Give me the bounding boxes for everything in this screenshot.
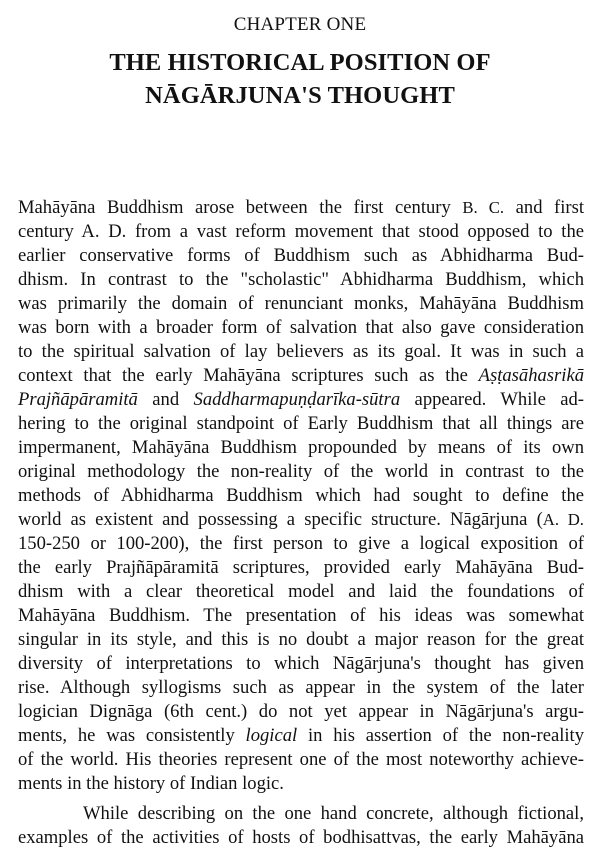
text-line: dhism with a clear theoretical model and laid the foundations of xyxy=(18,581,584,602)
scripture-title: Aṣṭasāhasrikā xyxy=(478,365,584,386)
text-line: of the world. His theories represent one of the most noteworthy achieve- xyxy=(18,749,584,770)
paragraph-1 xyxy=(18,196,584,796)
era-abbrev: B. C. xyxy=(462,198,505,217)
text-line: was primarily the domain of renunciant monks, Mahāyāna Buddhism xyxy=(18,293,584,314)
text-line: the early Prajñāpāramitā scriptures, provided early Mahāyāna Bud- xyxy=(18,557,584,578)
text-span: Mahāyāna Buddhism arose between the first century xyxy=(18,197,463,218)
text-line: examples of the activities of hosts of bodhisattvas, the early Mahāyāna xyxy=(18,827,584,848)
text-line: 150-250 or 100-200), the first person to give a logical exposition of xyxy=(18,533,584,554)
text-line: While describing on the one hand concrete, although fictional, xyxy=(83,803,584,824)
body-text xyxy=(18,196,584,850)
text-line xyxy=(18,388,584,412)
text-line: ments in the history of Indian logic. xyxy=(18,773,284,794)
text-line: Mahāyāna Buddhism. The presentation of his ideas was somewhat xyxy=(18,605,584,626)
chapter-title-line-2: NĀGĀRJUNA'S THOUGHT xyxy=(145,82,455,109)
text-line: earlier conservative forms of Buddhism such as Abhidharma Bud- xyxy=(18,245,584,266)
text-line xyxy=(18,508,584,532)
text-line: impermanent, Mahāyāna Buddhism propounded by means of its own xyxy=(18,437,584,458)
text-span: appeared. While ad- xyxy=(400,389,584,410)
chapter-title xyxy=(0,46,600,112)
text-line: century A. D. from a vast reform movement that stood opposed to the xyxy=(18,221,584,242)
text-span: world as existent and possessing a specific structure. Nāgārjuna ( xyxy=(18,509,543,530)
text-span: and first xyxy=(504,197,585,218)
text-line xyxy=(18,364,584,388)
text-line: dhism. In contrast to the "scholastic" Abhidharma Buddhism, which xyxy=(18,269,584,290)
text-line xyxy=(18,196,584,220)
text-line: original methodology the non-reality of the world in contrast to the xyxy=(18,461,584,482)
era-abbrev: A. D. xyxy=(542,510,584,529)
text-line xyxy=(18,724,584,748)
text-span: in his assertion of the non-reality xyxy=(297,725,585,746)
text-line: hering to the original standpoint of Early Buddhism that all things are xyxy=(18,413,584,434)
text-span: ments, he was consistently xyxy=(18,725,246,746)
text-line: was born with a broader form of salvation that also gave consideration xyxy=(18,317,584,338)
text-line: singular in its style, and this is no doubt a major reason for the great xyxy=(18,629,584,650)
emphasis: logical xyxy=(245,725,298,746)
scripture-title: Prajñāpāramitā xyxy=(18,389,138,410)
text-span: context that the early Mahāyāna scriptures such as the xyxy=(18,365,479,386)
paragraph-2 xyxy=(18,802,584,850)
text-line: methods of Abhidharma Buddhism which had sought to define the xyxy=(18,485,584,506)
text-line: logician Dignāga (6th cent.) do not yet appear in Nāgārjuna's argu- xyxy=(18,701,584,722)
text-span: and xyxy=(137,389,194,410)
text-line: rise. Although syllogisms such as appear in the system of the later xyxy=(18,677,584,698)
chapter-label: CHAPTER ONE xyxy=(233,14,367,35)
chapter-title-line-1: THE HISTORICAL POSITION OF xyxy=(109,49,491,76)
scripture-title: Saddharmapuṇḍarīka-sūtra xyxy=(193,389,401,410)
text-line: to the spiritual salvation of lay believers as its goal. It was in such a xyxy=(18,341,584,362)
text-line: diversity of interpretations to which Nāgārjuna's thought has given xyxy=(18,653,584,674)
